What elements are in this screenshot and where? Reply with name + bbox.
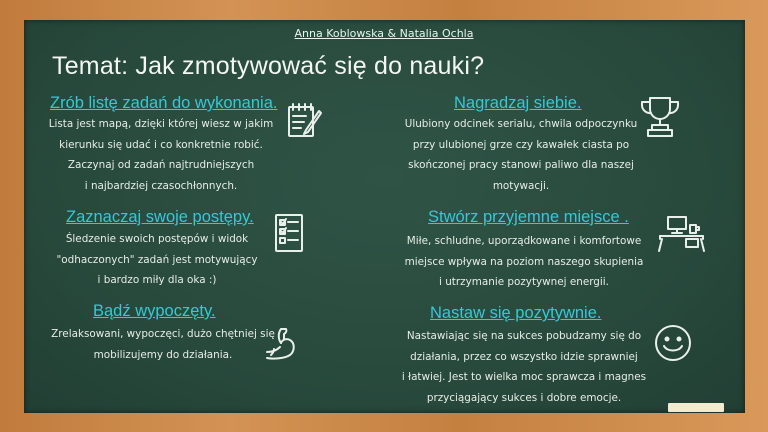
authors: Anna Koblowska & Natalia Ochla	[294, 27, 474, 40]
tip-line: miejsce wpływa na poziom naszego skupienia	[404, 255, 644, 268]
tip-line: mobilizujemy do działania.	[93, 348, 233, 361]
tip-heading-reward: Nagradzaj siebie.	[454, 94, 582, 112]
tip-line: przyciągający sukces i dobre emocje.	[426, 391, 622, 404]
tip-line: i utrzymanie pozytywnej energii.	[439, 276, 609, 288]
tip-line: skończonej pracy stanowi paliwo dla naszej	[408, 159, 634, 171]
desk-icon	[656, 213, 706, 253]
tip-body-positive	[391, 326, 657, 408]
tip-line: Zaczynaj od zadań najtrudniejszych	[67, 159, 255, 171]
tip-heading-positive: Nastaw się pozytywnie.	[430, 304, 602, 322]
smiley-icon	[652, 322, 694, 364]
tip-heading-rested: Bądź wypoczęty.	[93, 302, 216, 320]
tip-line: "odhaczonych" zadań jest motywujący	[56, 253, 258, 266]
tip-heading-task-list: Zrób listę zadań do wykonania.	[50, 94, 278, 112]
page-title: Temat: Jak zmotywować się do nauki?	[52, 52, 485, 80]
tip-body-progress	[46, 229, 268, 291]
checklist-icon	[272, 212, 308, 254]
tip-line: i najbardziej czasochłonnych.	[84, 179, 238, 192]
tip-body-reward	[396, 114, 646, 196]
tip-body-place	[393, 231, 655, 293]
tip-line: działania, przez co wszystko idzie sprawniej	[410, 350, 638, 363]
tip-line: Lista jest mapą, dzięki której wiesz w jakim	[48, 118, 274, 130]
notepad-pen-icon	[284, 101, 324, 141]
tip-line: Nastawiając się na sukces pobudzamy się do	[406, 330, 642, 342]
tip-line: i łatwiej. Jest to wielka moc sprawcza i magnes	[401, 371, 647, 383]
tip-heading-progress: Zaznaczaj swoje postępy.	[66, 208, 254, 226]
chalk-piece	[668, 403, 724, 412]
flexed-arm-icon	[264, 325, 298, 363]
tip-line: przy ulubionej grze czy kawałek ciasta po	[412, 138, 630, 151]
tip-body-task-list	[40, 114, 282, 196]
tip-line: Ulubiony odcinek serialu, chwila odpoczynku	[404, 118, 638, 130]
tip-line: Miłe, schludne, uporządkowane i komfortowe	[406, 235, 642, 247]
tip-line: Śledzenie swoich postępów i widok	[65, 233, 249, 245]
tip-body-rested	[44, 324, 282, 365]
tip-line: i bardzo miły dla oka :)	[97, 274, 217, 286]
tip-line: kierunku się udać i co konkretnie robić.	[59, 138, 263, 151]
tip-line: Zrelaksowani, wypoczęci, dużo chętniej się	[51, 328, 275, 340]
trophy-icon	[637, 93, 683, 139]
tip-heading-place: Stwórz przyjemne miejsce .	[428, 208, 629, 226]
tip-line: motywacji.	[492, 179, 550, 192]
